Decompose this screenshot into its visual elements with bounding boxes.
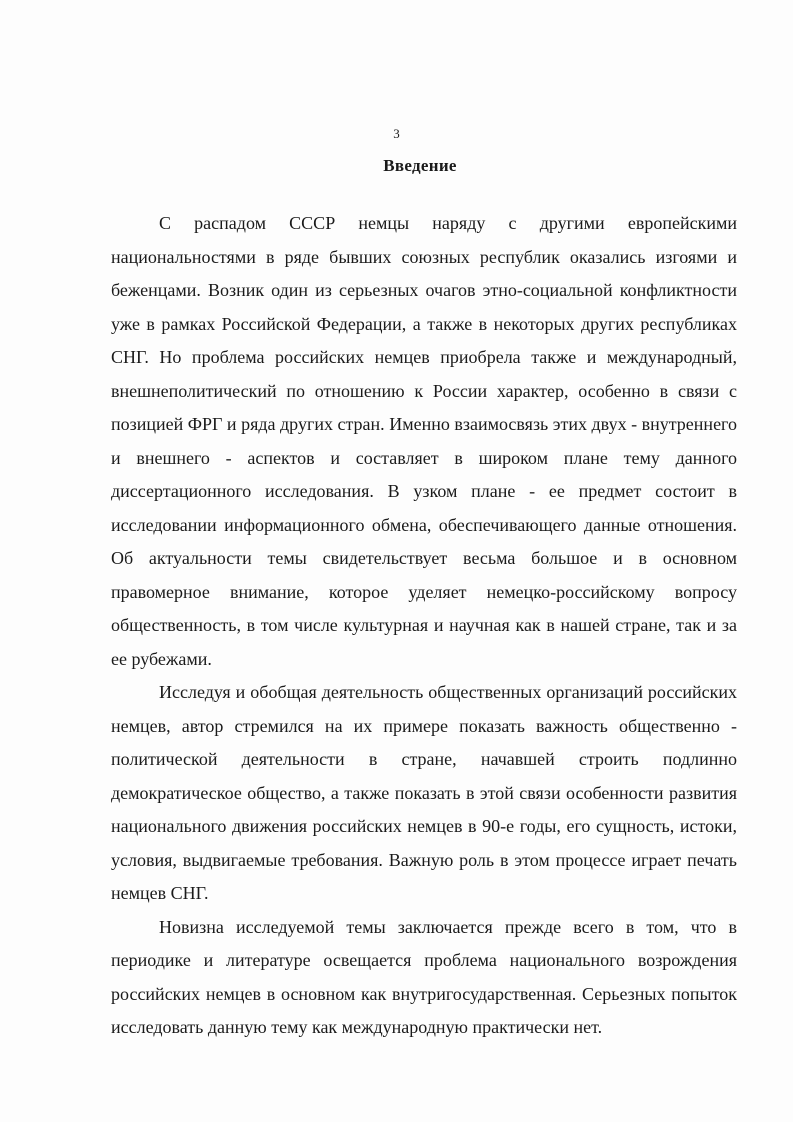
body-text	[111, 207, 737, 1045]
paragraph-1: С распадом СССР немцы наряду с другими европейскими национальностями в ряде бывших союзных республик оказались изгоями и беженцами. Возник один из серьезных очагов этно-социальной конфликтности уже в рамках Российской Федерации, а также в некоторых других республиках СНГ. Но проблема российских немцев приобрела также и международный, внешнеполитический по отношению к России характер, особенно в связи с позицией ФРГ и ряда других стран. Именно взаимосвязь этих двух - внутреннего и внешнего - аспектов и составляет в широком плане тему данного диссертационного исследования. В узком плане - ее предмет состоит в исследовании информационного обмена, обеспечивающего данные отношения. Об актуальности темы свидетельствует весьма большое и в основном правомерное внимание, которое уделяет немецко-российскому вопросу общественность, в том числе культурная и научная как в нашей стране, так и за ее рубежами.	[111, 213, 737, 669]
paragraph-2: Исследуя и обобщая деятельность общественных организаций российских немцев, автор стремился на их примере показать важность общественно - политической деятельности в стране, начавшей строить подлинно демократическое общество, а также показать в этой связи особенности развития национального движения российских немцев в 90-е годы, его сущность, истоки, условия, выдвигаемые требования. Важную роль в этом процессе играет печать немцев СНГ.	[111, 682, 737, 903]
paragraph-3: Новизна исследуемой темы заключается прежде всего в том, что в периодике и литературе освещается проблема национального возрождения российских немцев в основном как внутригосударственная. Серьезных попыток исследовать данную тему как международную практически нет.	[111, 916, 737, 1037]
page-number: 3	[393, 126, 400, 141]
section-heading: Введение	[383, 156, 457, 175]
